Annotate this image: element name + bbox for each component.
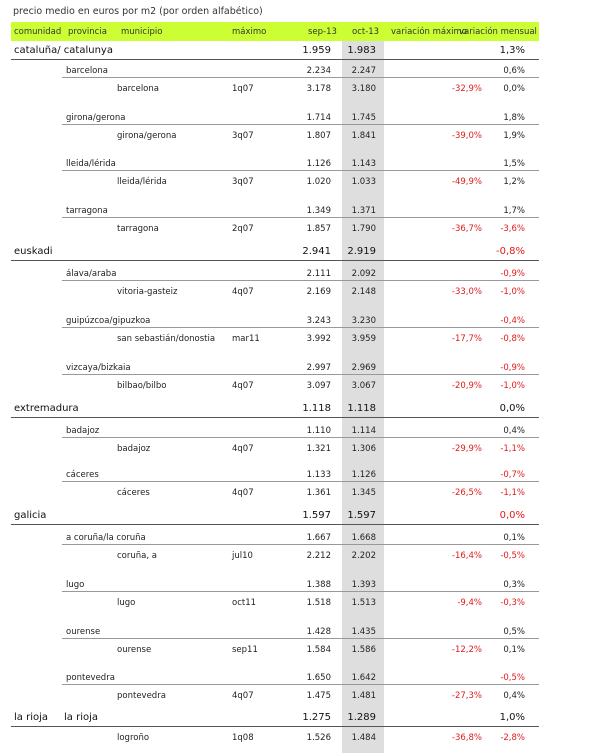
page-title: precio medio en euros por m2 (por orden alfabético) xyxy=(13,6,263,17)
cell-oct: 1.143 xyxy=(351,159,376,169)
cell-oct: 1.841 xyxy=(351,131,376,141)
provincia-underline xyxy=(62,544,539,545)
cell-var-mensual: -0,5% xyxy=(500,673,525,683)
header-maximo: máximo xyxy=(232,27,267,37)
cell-sep: 2.997 xyxy=(306,363,331,373)
cell-oct: 2.148 xyxy=(351,287,376,297)
comunidad-underline xyxy=(11,726,539,727)
cell-sep: 2.169 xyxy=(306,287,331,297)
cell-comunidad: cataluña/ catalunya xyxy=(14,45,113,56)
provincia-underline xyxy=(62,217,539,218)
cell-provincia: ourense xyxy=(66,627,101,637)
cell-var-max: -12,2% xyxy=(451,645,482,655)
provincia-underline xyxy=(62,481,539,482)
header-var-mensual: variación mensual xyxy=(459,27,537,37)
cell-sep: 1.321 xyxy=(306,444,331,454)
cell-sep: 1.807 xyxy=(306,131,331,141)
header-comunidad: comunidad xyxy=(14,27,62,37)
header-var-max: variación máximo xyxy=(391,27,467,37)
cell-comunidad: extremadura xyxy=(14,403,79,414)
cell-sep: 3.178 xyxy=(306,84,331,94)
cell-sep: 3.243 xyxy=(306,316,331,326)
cell-var-mensual: 0,3% xyxy=(503,580,525,590)
cell-oct: 3.180 xyxy=(351,84,376,94)
header-sep: sep-13 xyxy=(308,27,337,37)
cell-var-mensual: 0,6% xyxy=(503,66,525,76)
cell-municipio: logroño xyxy=(117,733,150,743)
cell-oct: 1.983 xyxy=(347,45,376,56)
cell-var-max: -27,3% xyxy=(451,691,482,701)
header-provincia: provincia xyxy=(68,27,107,37)
comunidad-underline xyxy=(11,524,539,525)
cell-var-mensual: -0,8% xyxy=(500,334,525,344)
cell-oct: 1.126 xyxy=(351,470,376,480)
cell-sep: 1.650 xyxy=(306,673,331,683)
cell-var-mensual: -0,8% xyxy=(495,246,525,257)
cell-oct: 1.597 xyxy=(347,510,376,521)
cell-maximo: 4q07 xyxy=(232,381,254,391)
cell-oct: 1.435 xyxy=(351,627,376,637)
cell-maximo: oct11 xyxy=(232,598,257,608)
comunidad-underline xyxy=(11,417,539,418)
cell-var-mensual: -0,9% xyxy=(500,363,525,373)
cell-sep: 1.597 xyxy=(302,510,331,521)
cell-sep: 1.526 xyxy=(306,733,331,743)
header-municipio: municipio xyxy=(121,27,163,37)
cell-provincia: a coruña/la coruña xyxy=(66,533,146,543)
cell-var-mensual: -1,0% xyxy=(500,287,525,297)
cell-provincia: tarragona xyxy=(66,206,108,216)
cell-sep: 2.234 xyxy=(306,66,331,76)
cell-provincia: girona/gerona xyxy=(66,113,126,123)
cell-maximo: 2q07 xyxy=(232,224,254,234)
cell-sep: 1.361 xyxy=(306,488,331,498)
cell-provincia: vizcaya/bizkaia xyxy=(66,363,131,373)
cell-municipio: cáceres xyxy=(117,488,150,498)
cell-var-mensual: 0,1% xyxy=(503,533,525,543)
cell-maximo: 3q07 xyxy=(232,131,254,141)
cell-provincia: guipúzcoa/gipuzkoa xyxy=(66,316,151,326)
cell-var-mensual: -0,4% xyxy=(500,316,525,326)
cell-sep: 1.584 xyxy=(306,645,331,655)
cell-oct: 3.230 xyxy=(351,316,376,326)
cell-oct: 1.114 xyxy=(351,426,376,436)
cell-sep: 2.111 xyxy=(306,269,331,279)
cell-var-max: -32,9% xyxy=(451,84,482,94)
cell-municipio: vitoria-gasteiz xyxy=(117,287,178,297)
cell-provincia: lugo xyxy=(66,580,85,590)
cell-oct: 1.118 xyxy=(347,403,376,414)
cell-municipio: badajoz xyxy=(117,444,151,454)
cell-var-mensual: -0,7% xyxy=(500,470,525,480)
cell-var-max: -26,5% xyxy=(451,488,482,498)
cell-oct: 1.484 xyxy=(351,733,376,743)
cell-provincia: álava/araba xyxy=(66,269,117,279)
cell-var-mensual: -1,1% xyxy=(500,444,525,454)
cell-sep: 1.714 xyxy=(306,113,331,123)
cell-var-max: -9,4% xyxy=(457,598,482,608)
cell-var-max: -20,9% xyxy=(451,381,482,391)
cell-sep: 1.275 xyxy=(302,712,331,723)
cell-maximo: 4q07 xyxy=(232,287,254,297)
cell-municipio: tarragona xyxy=(117,224,159,234)
cell-municipio: san sebastián/donostia xyxy=(117,334,216,344)
table-header xyxy=(11,22,539,41)
cell-sep: 1.110 xyxy=(306,426,331,436)
cell-oct: 1.289 xyxy=(347,712,376,723)
cell-var-mensual: 1,0% xyxy=(499,712,525,723)
cell-oct: 1.586 xyxy=(351,645,376,655)
cell-provincia: barcelona xyxy=(66,66,108,76)
comunidad-underline xyxy=(11,59,539,60)
cell-var-mensual: -0,3% xyxy=(500,598,525,608)
cell-oct: 1.745 xyxy=(351,113,376,123)
cell-var-mensual: 0,0% xyxy=(499,403,525,414)
cell-municipio: pontevedra xyxy=(117,691,166,701)
cell-maximo: sep11 xyxy=(232,645,258,655)
cell-var-mensual: 1,7% xyxy=(503,206,525,216)
cell-var-max: -33,0% xyxy=(451,287,482,297)
provincia-underline xyxy=(62,124,539,125)
cell-oct: 2.092 xyxy=(351,269,376,279)
cell-maximo: 1q08 xyxy=(232,733,254,743)
provincia-underline xyxy=(62,437,539,438)
cell-oct: 2.969 xyxy=(351,363,376,373)
cell-maximo: 1q07 xyxy=(232,84,254,94)
cell-sep: 1.475 xyxy=(306,691,331,701)
cell-sep: 2.212 xyxy=(306,551,331,561)
cell-oct: 3.067 xyxy=(351,381,376,391)
cell-maximo: 3q07 xyxy=(232,177,254,187)
cell-municipio: lleida/lérida xyxy=(117,177,167,187)
cell-oct: 1.393 xyxy=(351,580,376,590)
cell-sep: 1.959 xyxy=(302,45,331,56)
cell-oct: 3.959 xyxy=(351,334,376,344)
header-oct: oct-13 xyxy=(352,27,380,37)
cell-sep: 1.518 xyxy=(306,598,331,608)
cell-municipio: ourense xyxy=(117,645,152,655)
cell-maximo: 4q07 xyxy=(232,691,254,701)
cell-oct: 1.306 xyxy=(351,444,376,454)
cell-municipio: girona/gerona xyxy=(117,131,177,141)
cell-provincia: cáceres xyxy=(66,470,99,480)
provincia-underline xyxy=(62,638,539,639)
cell-sep: 1.667 xyxy=(306,533,331,543)
cell-municipio: barcelona xyxy=(117,84,159,94)
cell-var-mensual: 1,2% xyxy=(503,177,525,187)
cell-maximo: 4q07 xyxy=(232,488,254,498)
cell-var-mensual: -0,9% xyxy=(500,269,525,279)
cell-sep: 2.941 xyxy=(302,246,331,257)
cell-sep: 1.118 xyxy=(302,403,331,414)
cell-oct: 1.513 xyxy=(351,598,376,608)
cell-comunidad: euskadi xyxy=(14,246,53,257)
cell-var-mensual: 1,8% xyxy=(503,113,525,123)
provincia-underline xyxy=(62,327,539,328)
cell-var-max: -29,9% xyxy=(451,444,482,454)
cell-oct: 1.345 xyxy=(351,488,376,498)
cell-sep: 1.857 xyxy=(306,224,331,234)
cell-var-max: -36,7% xyxy=(451,224,482,234)
cell-sep: 1.428 xyxy=(306,627,331,637)
provincia-underline xyxy=(62,77,539,78)
provincia-underline xyxy=(62,684,539,685)
comunidad-underline xyxy=(11,260,539,261)
cell-sep: 3.097 xyxy=(306,381,331,391)
cell-var-mensual: -3,6% xyxy=(500,224,525,234)
provincia-underline xyxy=(62,591,539,592)
cell-provincia: la rioja xyxy=(64,712,98,723)
cell-var-mensual: 0,1% xyxy=(503,645,525,655)
cell-municipio: coruña, a xyxy=(117,551,157,561)
cell-var-mensual: -2,8% xyxy=(500,733,525,743)
cell-oct: 1.033 xyxy=(351,177,376,187)
cell-comunidad: la rioja xyxy=(14,712,48,723)
provincia-underline xyxy=(62,170,539,171)
cell-oct: 2.919 xyxy=(347,246,376,257)
cell-sep: 1.020 xyxy=(306,177,331,187)
cell-provincia: lleida/lérida xyxy=(66,159,116,169)
cell-municipio: lugo xyxy=(117,598,136,608)
cell-oct: 2.202 xyxy=(351,551,376,561)
provincia-underline xyxy=(62,374,539,375)
cell-var-mensual: -1,1% xyxy=(500,488,525,498)
cell-sep: 1.349 xyxy=(306,206,331,216)
cell-oct: 1.668 xyxy=(351,533,376,543)
cell-var-mensual: -0,5% xyxy=(500,551,525,561)
cell-oct: 1.481 xyxy=(351,691,376,701)
cell-provincia: badajoz xyxy=(66,426,100,436)
cell-var-mensual: 0,0% xyxy=(499,510,525,521)
cell-maximo: mar11 xyxy=(232,334,260,344)
cell-var-max: -39,0% xyxy=(451,131,482,141)
cell-var-max: -16,4% xyxy=(451,551,482,561)
cell-var-max: -36,8% xyxy=(451,733,482,743)
cell-var-mensual: 0,4% xyxy=(503,426,525,436)
cell-var-mensual: 1,9% xyxy=(503,131,525,141)
provincia-underline xyxy=(62,280,539,281)
cell-municipio: bilbao/bilbo xyxy=(117,381,167,391)
cell-oct: 1.642 xyxy=(351,673,376,683)
cell-var-max: -49,9% xyxy=(451,177,482,187)
cell-oct: 1.790 xyxy=(351,224,376,234)
cell-sep: 1.126 xyxy=(306,159,331,169)
cell-provincia: pontevedra xyxy=(66,673,115,683)
cell-sep: 1.388 xyxy=(306,580,331,590)
cell-var-max: -17,7% xyxy=(451,334,482,344)
cell-var-mensual: 0,4% xyxy=(503,691,525,701)
cell-var-mensual: -1,0% xyxy=(500,381,525,391)
cell-var-mensual: 0,0% xyxy=(503,84,525,94)
cell-oct: 2.247 xyxy=(351,66,376,76)
cell-sep: 3.992 xyxy=(306,334,331,344)
cell-comunidad: galicia xyxy=(14,510,47,521)
cell-var-mensual: 0,5% xyxy=(503,627,525,637)
cell-oct: 1.371 xyxy=(351,206,376,216)
cell-var-mensual: 1,5% xyxy=(503,159,525,169)
cell-sep: 1.133 xyxy=(306,470,331,480)
cell-maximo: jul10 xyxy=(232,551,253,561)
cell-maximo: 4q07 xyxy=(232,444,254,454)
cell-var-mensual: 1,3% xyxy=(499,45,525,56)
